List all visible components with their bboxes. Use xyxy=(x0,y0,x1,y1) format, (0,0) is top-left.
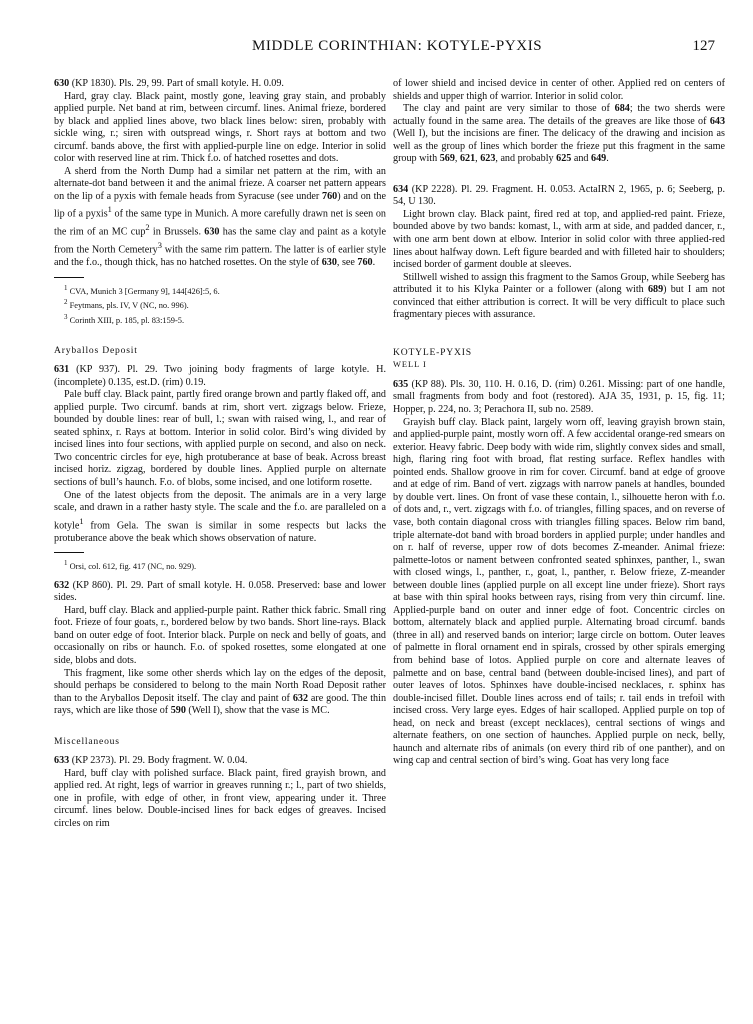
entry-634-discussion xyxy=(393,272,725,322)
entry-633-description: Hard, buff clay with polished surface. Black paint, fired grayish brown, and applied red. At right, legs of warrior in greaves running r.; l., part of two shields, one in profile, with edge of other, in front view, appearing under it. Three circumf. lines below. Double-incised lines for back edges of greaves. Incised circles on rim xyxy=(54,767,386,830)
entry-631-discussion xyxy=(54,490,386,546)
entry-631-discussion-b: from Gela. The swan is similar in some respects but lacks the protuberance above the beak which shows observation of nature. xyxy=(54,520,386,544)
entry-630-number: 630 xyxy=(54,78,70,89)
footnote-rule-2 xyxy=(54,552,84,553)
footnote-1-text: CVA, Munich 3 [Germany 9], 144[426]:5, 6. xyxy=(69,286,220,296)
entry-633-description-continued: of lower shield and incised device in center of other. Applied red on centers of shields and upper thigh of warrior. Interior in solid color. xyxy=(393,78,725,102)
footnote-3: $^3$ Corinth XIII, p. 185, pl. 83:159-5. xyxy=(64,312,185,325)
entry-632-number: 632 xyxy=(54,579,70,591)
entry-633-discussion-a: The clay and paint are very similar to those of xyxy=(403,103,615,115)
entry-632-discussion xyxy=(54,668,386,718)
subsection-well-i: WELL I xyxy=(393,360,427,370)
footnote-mark-1b: 1 xyxy=(79,515,84,526)
footnote-1: $^1$ CVA, Munich 3 [Germany 9], 144[426]:5, 6. xyxy=(64,283,220,296)
entry-630-head-text: (KP 1830). Pls. 29, 99. Part of small kotyle. H. 0.09. xyxy=(69,78,284,89)
footnote-2-text: Feytmans, pls. IV, V (NC, no. 996). xyxy=(69,301,189,311)
left-column xyxy=(54,78,386,831)
entry-632-heading xyxy=(54,580,386,605)
entry-630-discussion-h: with the same rim pattern. The latter is of earlier style and the f.o., though thick, has no hatched rosettes. On the style of xyxy=(54,244,386,269)
entry-632-discussion-a: This fragment, like some other sherds which lay on the edges of the deposit, should perhaps be considered to belong to the main North Road Deposit rather than to the Aryballos Deposit itself. The clay and paint of xyxy=(54,667,386,704)
section-aryballos-deposit: Aryballos Deposit xyxy=(54,344,138,356)
entry-631-number: 631 xyxy=(54,364,70,376)
ref-621: 621 xyxy=(459,153,476,165)
footnote-631-1: $^1$ Orsi, col. 612, fig. 417 (NC, no. 929). xyxy=(64,559,197,571)
footnote-631-1-text: Orsi, col. 612, fig. 417 (NC, no. 929). xyxy=(69,561,197,571)
running-title: MIDDLE CORINTHIAN: KOTYLE-PYXIS xyxy=(252,38,543,54)
entry-634-discussion-a: Stillwell wished to assign this fragment to the Samos Group, while Seeberg has attributed it to his Klyka Painter or a follower (along with xyxy=(393,271,725,296)
sep-comma-1: , xyxy=(454,153,460,165)
ref-760-b: 760 xyxy=(357,257,373,269)
entry-634-number: 634 xyxy=(393,183,409,195)
ref-630: 630 xyxy=(204,226,220,238)
entry-630-discussion-a: A sherd from the North Dump had a similar net pattern at the rim, with an alternate-dot band between it and the animal frieze. A coarser net pattern appears on the lip of a pyxis with female heads from Syracuse (see under xyxy=(54,165,386,202)
entry-630-discussion-d: of the same type in Munich. A more carefully drawn net is seen on the rim of an MC cup xyxy=(54,208,386,238)
footnote-3-text: Corinth XIII, p. 185, pl. 83:159-5. xyxy=(69,315,185,325)
section-kotyle-pyxis: KOTYLE-PYXIS xyxy=(393,346,472,358)
entry-633-discussion-c: ; the two sherds were actually found in the same area. The details of the greaves are like those of xyxy=(393,103,725,127)
ref-643: 643 xyxy=(709,115,725,127)
ref-623: 623 xyxy=(480,153,496,165)
ref-590: 590 xyxy=(170,705,186,717)
entry-632-discussion-c: are good. The thin rays, which are like those of xyxy=(54,692,387,717)
ref-625: 625 xyxy=(556,153,572,165)
entry-631-description: Pale buff clay. Black paint, partly fired orange brown and partly flaked off, and applied purple. Two circumf. bands at rim, short vert. zigzags below. Frieze, bounded by double lines: rear of bull, l.; swan with raised wing, l., and rear of seated sphinx, r. Rays at bottom. Interior in solid color. Bird’s wing divided by incised lines into four sections, with applied purple on second, and also on neck. Two concentric circles for eye, high protuberance at base of beak. Across breast incised horiz. zigzag, bordered by double lines. Applied purple on alternate sections of bull’s haunch. F.o. of blobs, some incised, and one lotiform rosette. xyxy=(54,389,386,489)
ref-630-b: 630 xyxy=(321,257,337,269)
ref-689: 689 xyxy=(647,284,664,296)
ref-569: 569 xyxy=(439,153,455,165)
entry-633-discussion xyxy=(393,103,725,166)
entry-635-heading xyxy=(393,379,725,417)
running-head xyxy=(56,38,729,60)
section-miscellaneous: Miscellaneous xyxy=(54,735,120,747)
entry-632-head-text: (KP 860). Pl. 29. Part of small kotyle. H. 0.058. Preserved: base and lower sides. xyxy=(54,579,386,604)
page-number: 127 xyxy=(692,38,715,54)
entry-635-description: Grayish buff clay. Black paint, largely worn off, leaving grayish brown stain, and applied-purple paint, mostly worn off. A few accidental orange-red smears on exterior. Heavy fabric. Deep body with wide rim, slightly convex sides and small, high, flaring ring foot with broad, flat resting surface. Reflex handles with pointed ends. Shallow groove in rim for cover. Circumf. band at edge of groove and at edge of rim. Band of vert. zigzags with narrow panels at handles, bounded by double vert. lines. On front of vase these contain, l., silhouette heron with f.o. of dots and, r., vert. zigzags with f.o. of triangles, filling spaces, and on reverse of vase, both contain diagonal cross with triangles filling spaces. Below rim band, triple alternate-dot band with broad borders in applied purple; under handles and on r. half of reverse, upper row of dots becomes Z-meander. Animal frieze: palmette-lotos or nament between confronted seated sphinxes, panther, l., swan with closed wings, l., panther, r., goat, l., panther, r. Below frieze, Z-meander between double lines (applied purple on all except line under frieze). Short rays at base with thin spiral hooks between rays, rising from very thin circumf. line. Applied-purple band on outer and inner edge of foot. Concentric circles on bottom, alternately black and applied purple. Alternating broad circumf. bands (three in all) and reserved bands on interior; large circle on bottom. Outer leaves of palmette in floral ornament end in spirals, crossed by other spirals emerging from behind base of lotos. Applied purple on core and alternate leaves of palmette and on base, central band (between double-incised lines), and part of outer leaves of lotos. Sphinxes have double-incised necklaces, r. sphinx has double-incised fillet. Double lines across end of tails; r. tail ends in trefoil with incised cross. Very large eyes. Edges of hair scalloped. Applied purple on top of head, on neck and breast (except necklaces), central sections of wings and alternate feathers, on one section of haunches. Applied purple on neck, belly, haunch and alternate ribs of animals (on every third rib of one panther), and on wing cap and central section of bird’s wing. Goat has very long face xyxy=(393,416,725,767)
entry-631-head-text: (KP 937). Pl. 29. Two joining body fragments of large kotyle. H. (incomplete) 0.135, est.D. (rim) 0.19. xyxy=(54,364,386,388)
entry-630-discussion xyxy=(54,166,386,270)
entry-634-description: Light brown clay. Black paint, fired red at top, and applied-red paint. Frieze, bounded above by two bands: komast, l., with arm at side, and padded dancer, r., with one arm bent down at elbow. Interior in solid color with three applied-red lines about halfway down. Left figure bearded and with filleted hair to shoulders; incised border of garment double at sleeves. xyxy=(393,208,725,271)
ref-632: 632 xyxy=(292,692,308,704)
ref-684: 684 xyxy=(614,103,630,115)
entry-630-description: Hard, gray clay. Black paint, mostly gone, leaving gray stain, and probably applied purple. Net band at rim, between circumf. lines. Animal frieze, bordered by black and applied lines above, two black lines below: siren, probably with sickle wing, r.; siren with outspread wings, r. Short rays at bottom and two circumf. bands above, the first with applied-purple line on edge. Interior in solid color with reserved line at rim. Thick f.o. of hatched rosettes and dots. xyxy=(54,90,386,165)
entry-632-description: Hard, buff clay. Black and applied-purple paint. Rather thick fabric. Small ring foot. Frieze of four goats, r., bordered below by two bands. Short line-rays. Black band on outer edge of foot. Interior black. Purple on neck and belly of goats, and occasionally on ribs or haunch. F.o. of spoked rosettes, some elongated at one side, blobs and dots. xyxy=(54,604,386,667)
sep-period: . xyxy=(606,153,609,165)
footnote-mark-2: 2 xyxy=(145,222,150,233)
ref-760: 760 xyxy=(322,190,338,202)
entry-632-discussion-e: (Well I), show that the vase is MC. xyxy=(185,705,330,717)
entry-635-number: 635 xyxy=(393,378,409,390)
footnote-mark-3: 3 xyxy=(157,240,162,251)
entry-634-discussion-c: ) but I am not convinced that either attribution is correct. It will be very difficult to place such fragmentary pieces with assurance. xyxy=(393,284,725,321)
sep-comma-2: , xyxy=(475,153,481,165)
entry-633-number: 633 xyxy=(54,755,70,767)
sep-and-probably: , and probably xyxy=(495,153,557,165)
ref-649: 649 xyxy=(591,153,607,165)
entry-630-discussion-c: ) and on the lip of a pyxis xyxy=(54,190,386,220)
entry-630-discussion-j: , see xyxy=(336,257,358,269)
entry-630-heading xyxy=(54,78,386,91)
entry-631-heading xyxy=(54,364,386,389)
entry-634-head-text: (KP 2228). Pl. 29. Fragment. H. 0.053. ActaIRN 2, 1965, p. 6; Seeberg, p. 54, U 130. xyxy=(393,183,725,208)
entry-630-discussion-e: in Brussels. xyxy=(149,226,205,238)
sep-and: and xyxy=(571,153,591,165)
footnote-mark-1: 1 xyxy=(107,204,112,215)
entry-631-discussion-a: One of the latest objects from the deposit. The animals are in a very large scale, and drawn in a rather hasty style. The scale and the f.o. are paralleled on a kotyle xyxy=(54,489,386,532)
entry-633-heading xyxy=(54,755,386,768)
entry-634-heading xyxy=(393,184,725,209)
footnote-rule xyxy=(54,277,84,278)
entry-633-head-text: (KP 2373). Pl. 29. Body fragment. W. 0.04. xyxy=(69,755,248,767)
entry-630-discussion-l: . xyxy=(372,257,376,269)
entry-630-discussion-g: has the same clay and paint as a kotyle from the North Cemetery xyxy=(54,226,386,256)
footnote-2: $^2$ Feytmans, pls. IV, V (NC, no. 996). xyxy=(64,298,189,311)
entry-635-head-text: (KP 88). Pls. 30, 110. H. 0.16, D. (rim) 0.261. Missing: part of one handle, small fragments from body and foot (restored). AJA 35, 1931, p. 15, fig. 11; Hopper, p. 224, no. 3; Perachora II, sub no. 2589. xyxy=(393,378,725,416)
right-column xyxy=(393,78,725,768)
entry-633-discussion-e: (Well I), but the incisions are finer. The delicacy of the drawing and incision as well as the group of lines which border the frieze put this fragment in the same group with xyxy=(393,128,725,165)
